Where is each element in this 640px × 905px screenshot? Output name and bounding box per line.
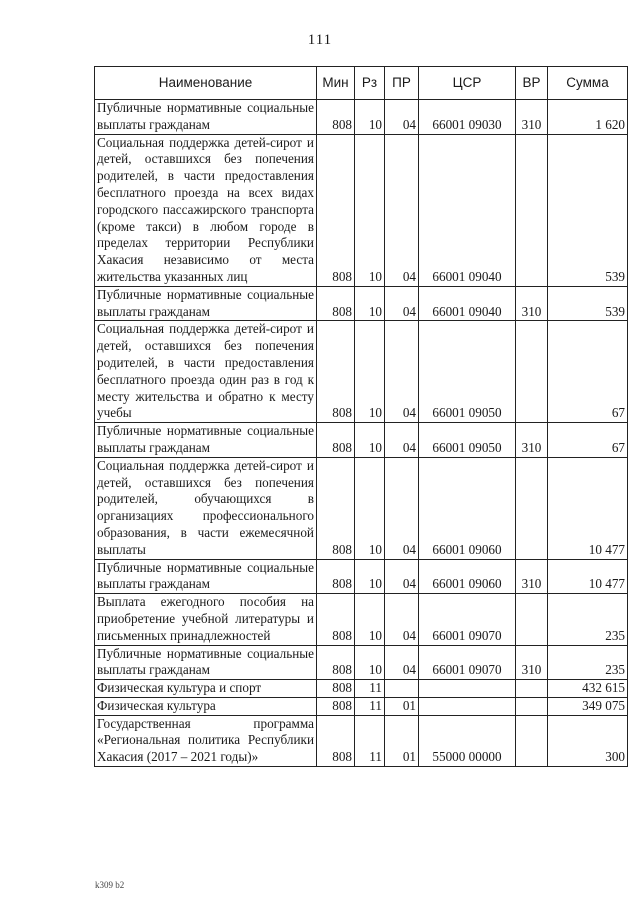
row-rz: 10 [355, 594, 385, 645]
row-sum: 539 [548, 286, 628, 321]
row-sum: 300 [548, 715, 628, 766]
table-row [95, 559, 628, 594]
row-rz: 11 [355, 715, 385, 766]
row-rz: 10 [355, 457, 385, 559]
row-csr: 66001 09050 [419, 321, 516, 423]
row-name: Государственная программа «Региональная политика Республики Хакасия (2017 – 2021 годы)» [95, 715, 317, 766]
row-pr: 04 [385, 457, 419, 559]
row-name: Социальная поддержка детей-сирот и детей, оставшихся без попечения родителей, в части предоставления бесплатного проезда один раз в год к месту жительства и обратно к месту учебы [95, 321, 317, 423]
table-row [95, 680, 628, 698]
row-rz: 10 [355, 100, 385, 135]
row-pr [385, 680, 419, 698]
header-csr: ЦСР [419, 67, 516, 100]
row-pr: 04 [385, 645, 419, 680]
row-rz: 11 [355, 697, 385, 715]
table-row [95, 697, 628, 715]
row-sum: 235 [548, 645, 628, 680]
row-min: 808 [317, 645, 355, 680]
row-csr [419, 680, 516, 698]
row-name: Выплата ежегодного пособия на приобретение учебной литературы и письменных принадлежностей [95, 594, 317, 645]
row-rz: 11 [355, 680, 385, 698]
row-vr: 310 [516, 286, 548, 321]
row-csr: 66001 09060 [419, 457, 516, 559]
row-min: 808 [317, 134, 355, 286]
row-csr: 66001 09050 [419, 423, 516, 458]
row-min: 808 [317, 100, 355, 135]
row-min: 808 [317, 457, 355, 559]
row-csr: 66001 09040 [419, 286, 516, 321]
table-row [95, 715, 628, 766]
row-vr: 310 [516, 423, 548, 458]
table-row [95, 594, 628, 645]
row-vr [516, 680, 548, 698]
row-pr: 04 [385, 286, 419, 321]
header-rz: Рз [355, 67, 385, 100]
header-name: Наименование [95, 67, 317, 100]
row-vr: 310 [516, 645, 548, 680]
row-csr: 66001 09060 [419, 559, 516, 594]
table-row [95, 457, 628, 559]
row-vr [516, 457, 548, 559]
row-csr: 55000 00000 [419, 715, 516, 766]
row-name: Публичные нормативные социальные выплаты гражданам [95, 286, 317, 321]
header-pr: ПР [385, 67, 419, 100]
row-vr [516, 321, 548, 423]
row-pr: 01 [385, 697, 419, 715]
row-sum: 67 [548, 321, 628, 423]
row-csr [419, 697, 516, 715]
row-name: Физическая культура и спорт [95, 680, 317, 698]
row-pr: 04 [385, 423, 419, 458]
row-sum: 10 477 [548, 559, 628, 594]
header-sum: Сумма [548, 67, 628, 100]
row-min: 808 [317, 680, 355, 698]
row-sum: 67 [548, 423, 628, 458]
table-row [95, 286, 628, 321]
row-sum: 1 620 [548, 100, 628, 135]
row-pr: 04 [385, 100, 419, 135]
row-pr: 04 [385, 134, 419, 286]
row-sum: 539 [548, 134, 628, 286]
row-name: Социальная поддержка детей-сирот и детей, оставшихся без попечения родителей, обучающихся в организациях профессионального образования, в части ежемесячной выплаты [95, 457, 317, 559]
row-min: 808 [317, 697, 355, 715]
row-min: 808 [317, 423, 355, 458]
row-csr: 66001 09030 [419, 100, 516, 135]
row-rz: 10 [355, 559, 385, 594]
row-vr [516, 594, 548, 645]
row-sum: 235 [548, 594, 628, 645]
header-min: Мин [317, 67, 355, 100]
row-name: Публичные нормативные социальные выплаты гражданам [95, 423, 317, 458]
table-row [95, 100, 628, 135]
row-name: Физическая культура [95, 697, 317, 715]
row-name: Публичные нормативные социальные выплаты гражданам [95, 559, 317, 594]
row-rz: 10 [355, 321, 385, 423]
footer-code: k309 b2 [95, 880, 125, 890]
table-row [95, 645, 628, 680]
row-vr: 310 [516, 559, 548, 594]
row-csr: 66001 09070 [419, 594, 516, 645]
row-vr [516, 715, 548, 766]
row-rz: 10 [355, 423, 385, 458]
row-vr [516, 134, 548, 286]
row-csr: 66001 09070 [419, 645, 516, 680]
row-sum: 10 477 [548, 457, 628, 559]
header-vr: ВР [516, 67, 548, 100]
row-sum: 432 615 [548, 680, 628, 698]
row-vr [516, 697, 548, 715]
row-rz: 10 [355, 286, 385, 321]
row-min: 808 [317, 559, 355, 594]
row-pr: 04 [385, 594, 419, 645]
page-number: 111 [307, 32, 333, 48]
row-min: 808 [317, 594, 355, 645]
row-sum: 349 075 [548, 697, 628, 715]
row-min: 808 [317, 321, 355, 423]
row-pr: 04 [385, 559, 419, 594]
row-rz: 10 [355, 134, 385, 286]
table-row [95, 321, 628, 423]
budget-table [94, 66, 628, 767]
row-pr: 04 [385, 321, 419, 423]
row-name: Социальная поддержка детей-сирот и детей, оставшихся без попечения родителей, в части предоставления бесплатного проезда на всех видах городского пассажирского транспорта (кроме такси) в любом городе в пределах территории Республики Хакасия независимо от места жительства указанных лиц [95, 134, 317, 286]
row-rz: 10 [355, 645, 385, 680]
row-vr: 310 [516, 100, 548, 135]
row-name: Публичные нормативные социальные выплаты гражданам [95, 100, 317, 135]
table-header-row [95, 67, 628, 100]
table-row [95, 134, 628, 286]
row-min: 808 [317, 715, 355, 766]
row-name: Публичные нормативные социальные выплаты гражданам [95, 645, 317, 680]
table-row [95, 423, 628, 458]
row-csr: 66001 09040 [419, 134, 516, 286]
row-pr: 01 [385, 715, 419, 766]
row-min: 808 [317, 286, 355, 321]
